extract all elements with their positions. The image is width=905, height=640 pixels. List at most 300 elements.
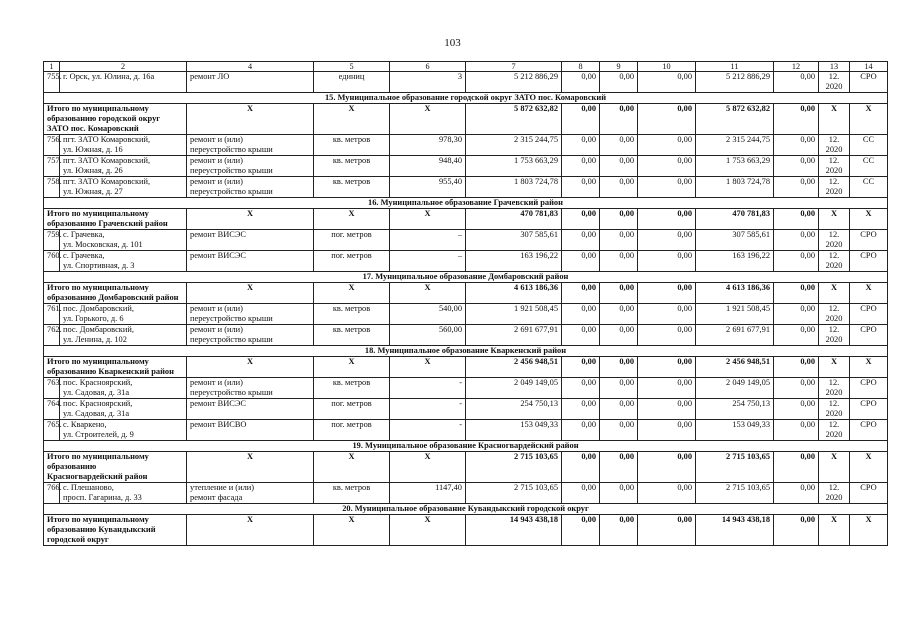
total-col11: 5 872 632,82 (696, 104, 774, 135)
total-year: Х (819, 283, 850, 304)
table-row (44, 230, 888, 251)
total-col11: 2 456 948,51 (696, 357, 774, 378)
row-number: 759. (44, 230, 60, 251)
colnum-5: 5 (314, 62, 390, 72)
row-number: 762. (44, 325, 60, 346)
address-line: пос. Домбаровский, (63, 325, 134, 334)
col10-cell: 0,00 (638, 230, 696, 251)
quantity-cell: 1147,40 (390, 483, 466, 504)
total-source: Х (850, 209, 888, 230)
colnum-9: 9 (600, 62, 638, 72)
colnum-12: 12 (774, 62, 819, 72)
source-cell: СРО (850, 325, 888, 346)
colnum-7: 7 (466, 62, 562, 72)
address-line: просп. Гагарина, д. 33 (63, 493, 142, 502)
total-work: Х (187, 209, 314, 230)
total-col8: 0,00 (562, 283, 600, 304)
section-header-row (44, 93, 888, 104)
year-cell (819, 483, 850, 504)
work-type-line: ремонт и (или) (190, 135, 243, 144)
total-qty: Х (390, 283, 466, 304)
total-col12: 0,00 (774, 209, 819, 230)
colnum-2: 2 (60, 62, 187, 72)
capital-repair-table (43, 61, 888, 546)
total-col10: 0,00 (638, 104, 696, 135)
col11-cell: 1 921 508,45 (696, 304, 774, 325)
total-col8: 0,00 (562, 104, 600, 135)
col12-cell: 0,00 (774, 156, 819, 177)
total-col8: 0,00 (562, 452, 600, 483)
colnum-11: 11 (696, 62, 774, 72)
year-line: 2020 (825, 240, 843, 249)
total-col11: 470 781,83 (696, 209, 774, 230)
year-line: 2020 (825, 388, 843, 397)
total-label (44, 515, 187, 546)
col11-cell: 254 750,13 (696, 399, 774, 420)
column-number-row (44, 62, 888, 72)
unit-cell: пог. метров (314, 399, 390, 420)
section-title: 19. Муниципальное образование Красногвардейский район (44, 441, 888, 452)
row-number: 766. (44, 483, 60, 504)
source-cell: СРО (850, 378, 888, 399)
col11-cell: 1 803 724,78 (696, 177, 774, 198)
total-col12: 0,00 (774, 515, 819, 546)
total-work: Х (187, 104, 314, 135)
address-cell (60, 378, 187, 399)
col10-cell: 0,00 (638, 420, 696, 441)
table-row (44, 304, 888, 325)
year-line: 12. (828, 251, 840, 260)
address-line: ул. Южная, д. 16 (63, 145, 123, 154)
total-cost: 5 872 632,82 (466, 104, 562, 135)
row-number: 763. (44, 378, 60, 399)
total-label (44, 357, 187, 378)
section-header-row (44, 504, 888, 515)
work-type-cell (187, 230, 314, 251)
table-row (44, 177, 888, 198)
total-col10: 0,00 (638, 209, 696, 230)
table-row (44, 399, 888, 420)
work-type-cell (187, 378, 314, 399)
quantity-cell: - (390, 420, 466, 441)
col11-cell: 163 196,22 (696, 251, 774, 272)
section-title: 15. Муниципальное образование городской округ ЗАТО пос. Комаровский (44, 93, 888, 104)
cost-cell: 1 921 508,45 (466, 304, 562, 325)
address-line: пгт. ЗАТО Комаровский, (63, 135, 151, 144)
col11-cell: 153 049,33 (696, 420, 774, 441)
source-cell: СРО (850, 420, 888, 441)
year-line: 12. (828, 230, 840, 239)
quantity-cell: 3 (390, 72, 466, 93)
col11-cell: 5 212 886,29 (696, 72, 774, 93)
total-col8: 0,00 (562, 209, 600, 230)
total-row (44, 283, 888, 304)
col10-cell: 0,00 (638, 399, 696, 420)
col12-cell: 0,00 (774, 251, 819, 272)
col8-cell: 0,00 (562, 304, 600, 325)
section-header-row (44, 198, 888, 209)
col10-cell: 0,00 (638, 483, 696, 504)
address-line: ул. Садовая, д. 31а (63, 409, 130, 418)
cost-cell: 2 691 677,91 (466, 325, 562, 346)
table-body (44, 62, 888, 546)
unit-cell: единиц (314, 72, 390, 93)
address-line: ул. Ленина, д. 102 (63, 335, 127, 344)
row-number: 756. (44, 135, 60, 156)
address-line: г. Орск, ул. Юлина, д. 16а (63, 72, 155, 81)
address-cell (60, 304, 187, 325)
table-row (44, 483, 888, 504)
total-col10: 0,00 (638, 357, 696, 378)
total-source: Х (850, 104, 888, 135)
year-line: 2020 (825, 166, 843, 175)
total-cost: 470 781,83 (466, 209, 562, 230)
total-col8: 0,00 (562, 357, 600, 378)
address-line: ул. Спортивная, д. 3 (63, 261, 135, 270)
year-line: 12. (828, 378, 840, 387)
total-label-line: Итого по муниципальному (47, 515, 149, 524)
year-cell (819, 156, 850, 177)
address-line: ул. Строителей, д. 9 (63, 430, 134, 439)
colnum-6: 6 (390, 62, 466, 72)
total-unit: Х (314, 452, 390, 483)
work-type-cell (187, 72, 314, 93)
total-row (44, 357, 888, 378)
total-unit: Х (314, 515, 390, 546)
total-label-line: Итого по муниципальному (47, 283, 149, 292)
year-cell (819, 230, 850, 251)
col12-cell: 0,00 (774, 420, 819, 441)
row-number: 765. (44, 420, 60, 441)
total-unit: Х (314, 357, 390, 378)
source-cell: СРО (850, 399, 888, 420)
total-qty: Х (390, 515, 466, 546)
work-type-cell (187, 304, 314, 325)
year-line: 2020 (825, 493, 843, 502)
unit-cell: кв. метров (314, 135, 390, 156)
row-number: 758. (44, 177, 60, 198)
unit-cell: кв. метров (314, 177, 390, 198)
col12-cell: 0,00 (774, 325, 819, 346)
quantity-cell: - (390, 399, 466, 420)
col8-cell: 0,00 (562, 325, 600, 346)
col8-cell: 0,00 (562, 399, 600, 420)
total-label-line: образованию Домбаровский район (47, 293, 179, 302)
address-cell (60, 230, 187, 251)
year-line: 12. (828, 156, 840, 165)
total-cost: 2 456 948,51 (466, 357, 562, 378)
quantity-cell: – (390, 251, 466, 272)
total-qty: Х (390, 104, 466, 135)
col9-cell: 0,00 (600, 483, 638, 504)
total-cost: 2 715 103,65 (466, 452, 562, 483)
address-cell (60, 420, 187, 441)
col11-cell: 1 753 663,29 (696, 156, 774, 177)
col12-cell: 0,00 (774, 399, 819, 420)
row-number: 760. (44, 251, 60, 272)
address-cell (60, 72, 187, 93)
col12-cell: 0,00 (774, 378, 819, 399)
total-qty: Х (390, 452, 466, 483)
colnum-10: 10 (638, 62, 696, 72)
work-type-line: переустройство крыши (190, 187, 273, 196)
total-row (44, 104, 888, 135)
year-line: 12. (828, 325, 840, 334)
source-cell: СРО (850, 72, 888, 93)
total-col11: 4 613 186,36 (696, 283, 774, 304)
unit-cell: кв. метров (314, 483, 390, 504)
total-col9: 0,00 (600, 283, 638, 304)
total-label (44, 104, 187, 135)
total-row (44, 452, 888, 483)
address-cell (60, 251, 187, 272)
year-cell (819, 251, 850, 272)
address-line: пос. Домбаровский, (63, 304, 134, 313)
quantity-cell: 560,00 (390, 325, 466, 346)
quantity-cell: - (390, 378, 466, 399)
work-type-line: ремонт и (или) (190, 177, 243, 186)
col12-cell: 0,00 (774, 135, 819, 156)
total-col9: 0,00 (600, 452, 638, 483)
total-col9: 0,00 (600, 357, 638, 378)
source-cell: СС (850, 135, 888, 156)
total-unit: Х (314, 209, 390, 230)
work-type-line: переустройство крыши (190, 314, 273, 323)
total-year: Х (819, 104, 850, 135)
total-unit: Х (314, 104, 390, 135)
address-cell (60, 399, 187, 420)
total-label-line: образованию Кваркенский район (47, 367, 174, 376)
total-label (44, 209, 187, 230)
col8-cell: 0,00 (562, 72, 600, 93)
total-label-line: Итого по муниципальному (47, 104, 149, 113)
total-label-line: образованию городской округ (47, 114, 161, 123)
col11-cell: 307 585,61 (696, 230, 774, 251)
quantity-cell: 948,40 (390, 156, 466, 177)
total-label-line: городской округ (47, 535, 109, 544)
col10-cell: 0,00 (638, 325, 696, 346)
col9-cell: 0,00 (600, 420, 638, 441)
work-type-line: ремонт и (или) (190, 325, 243, 334)
work-type-line: утепление и (или) (190, 483, 255, 492)
total-label (44, 283, 187, 304)
col8-cell: 0,00 (562, 177, 600, 198)
table-row (44, 420, 888, 441)
col12-cell: 0,00 (774, 304, 819, 325)
section-title: 17. Муниципальное образование Домбаровский район (44, 272, 888, 283)
year-line: 12. (828, 135, 840, 144)
col9-cell: 0,00 (600, 135, 638, 156)
cost-cell: 153 049,33 (466, 420, 562, 441)
section-header-row (44, 272, 888, 283)
work-type-cell (187, 325, 314, 346)
address-line: ул. Южная, д. 26 (63, 166, 123, 175)
address-line: пгт. ЗАТО Комаровский, (63, 177, 151, 186)
section-title: 18. Муниципальное образование Кваркенский район (44, 346, 888, 357)
total-label-line: Итого по муниципальному (47, 452, 149, 461)
address-cell (60, 156, 187, 177)
source-cell: СРО (850, 230, 888, 251)
address-cell (60, 325, 187, 346)
address-cell (60, 135, 187, 156)
total-col12: 0,00 (774, 452, 819, 483)
col10-cell: 0,00 (638, 72, 696, 93)
work-type-line: ремонт ВИСЭС (190, 230, 246, 239)
row-number: 761. (44, 304, 60, 325)
col12-cell: 0,00 (774, 72, 819, 93)
total-qty: Х (390, 209, 466, 230)
cost-cell: 163 196,22 (466, 251, 562, 272)
col8-cell: 0,00 (562, 483, 600, 504)
total-col12: 0,00 (774, 104, 819, 135)
col9-cell: 0,00 (600, 177, 638, 198)
year-line: 2020 (825, 314, 843, 323)
table-row (44, 156, 888, 177)
total-label-line: Итого по муниципальному (47, 209, 149, 218)
col12-cell: 0,00 (774, 177, 819, 198)
col9-cell: 0,00 (600, 72, 638, 93)
section-title: 16. Муниципальное образование Грачевский район (44, 198, 888, 209)
year-line: 2020 (825, 335, 843, 344)
col10-cell: 0,00 (638, 251, 696, 272)
year-cell (819, 135, 850, 156)
total-col9: 0,00 (600, 209, 638, 230)
total-row (44, 209, 888, 230)
work-type-line: переустройство крыши (190, 145, 273, 154)
year-line: 12. (828, 399, 840, 408)
year-line: 2020 (825, 409, 843, 418)
col10-cell: 0,00 (638, 177, 696, 198)
work-type-cell (187, 156, 314, 177)
source-cell: СС (850, 156, 888, 177)
table-row (44, 325, 888, 346)
col8-cell: 0,00 (562, 251, 600, 272)
work-type-line: ремонт и (или) (190, 304, 243, 313)
colnum-13: 13 (819, 62, 850, 72)
quantity-cell: 540,00 (390, 304, 466, 325)
work-type-line: переустройство крыши (190, 166, 273, 175)
year-cell (819, 378, 850, 399)
total-work: Х (187, 283, 314, 304)
year-line: 2020 (825, 430, 843, 439)
address-line: ул. Садовая, д. 31а (63, 388, 130, 397)
year-line: 12. (828, 420, 840, 429)
cost-cell: 1 803 724,78 (466, 177, 562, 198)
address-cell (60, 483, 187, 504)
col8-cell: 0,00 (562, 420, 600, 441)
total-label-line: образованию (47, 462, 97, 471)
work-type-line: переустройство крыши (190, 388, 273, 397)
total-year: Х (819, 209, 850, 230)
total-label-line: Итого по муниципальному (47, 357, 149, 366)
row-number: 755. (44, 72, 60, 93)
address-line: пгт. ЗАТО Комаровский, (63, 156, 151, 165)
year-cell (819, 399, 850, 420)
total-source: Х (850, 515, 888, 546)
unit-cell: пог. метров (314, 230, 390, 251)
total-source: Х (850, 357, 888, 378)
cost-cell: 254 750,13 (466, 399, 562, 420)
work-type-line: ремонт фасада (190, 493, 243, 502)
col8-cell: 0,00 (562, 230, 600, 251)
total-year: Х (819, 515, 850, 546)
total-cost: 14 943 438,18 (466, 515, 562, 546)
total-col10: 0,00 (638, 515, 696, 546)
unit-cell: кв. метров (314, 156, 390, 177)
unit-cell: пог. метров (314, 420, 390, 441)
total-year: Х (819, 357, 850, 378)
col11-cell: 2 315 244,75 (696, 135, 774, 156)
col12-cell: 0,00 (774, 483, 819, 504)
total-col11: 14 943 438,18 (696, 515, 774, 546)
year-line: 12. (828, 72, 840, 81)
total-label-line: ЗАТО пос. Комаровский (47, 124, 139, 133)
col11-cell: 2 715 103,65 (696, 483, 774, 504)
work-type-cell (187, 135, 314, 156)
col8-cell: 0,00 (562, 156, 600, 177)
address-line: ул. Московская, д. 101 (63, 240, 143, 249)
year-line: 12. (828, 177, 840, 186)
work-type-line: переустройство крыши (190, 335, 273, 344)
col9-cell: 0,00 (600, 378, 638, 399)
row-number: 757. (44, 156, 60, 177)
cost-cell: 2 049 149,05 (466, 378, 562, 399)
total-col12: 0,00 (774, 283, 819, 304)
total-qty: Х (390, 357, 466, 378)
colnum-1: 1 (44, 62, 60, 72)
cost-cell: 2 715 103,65 (466, 483, 562, 504)
year-line: 2020 (825, 82, 843, 91)
col9-cell: 0,00 (600, 304, 638, 325)
cost-cell: 2 315 244,75 (466, 135, 562, 156)
year-line: 12. (828, 304, 840, 313)
work-type-line: ремонт и (или) (190, 378, 243, 387)
year-cell (819, 177, 850, 198)
year-line: 2020 (825, 187, 843, 196)
total-label-line: образованию Грачевский район (47, 219, 168, 228)
row-number: 764. (44, 399, 60, 420)
address-line: с. Грачевка, (63, 230, 105, 239)
work-type-line: ремонт и (или) (190, 156, 243, 165)
address-line: с. Грачевка, (63, 251, 105, 260)
address-line: с. Кваркено, (63, 420, 107, 429)
year-cell (819, 325, 850, 346)
total-col9: 0,00 (600, 104, 638, 135)
col10-cell: 0,00 (638, 304, 696, 325)
unit-cell: кв. метров (314, 325, 390, 346)
work-type-cell (187, 399, 314, 420)
total-label-line: Красногвардейский район (47, 472, 148, 481)
total-work: Х (187, 515, 314, 546)
cost-cell: 307 585,61 (466, 230, 562, 251)
total-col11: 2 715 103,65 (696, 452, 774, 483)
section-header-row (44, 441, 888, 452)
cost-cell: 5 212 886,29 (466, 72, 562, 93)
source-cell: СС (850, 177, 888, 198)
total-year: Х (819, 452, 850, 483)
col10-cell: 0,00 (638, 378, 696, 399)
total-col12: 0,00 (774, 357, 819, 378)
col9-cell: 0,00 (600, 230, 638, 251)
source-cell: СРО (850, 251, 888, 272)
total-col8: 0,00 (562, 515, 600, 546)
section-header-row (44, 346, 888, 357)
address-line: пос. Красноярский, (63, 399, 133, 408)
page-number: 103 (444, 37, 461, 49)
colnum-4: 4 (187, 62, 314, 72)
table-row (44, 378, 888, 399)
unit-cell: кв. метров (314, 378, 390, 399)
